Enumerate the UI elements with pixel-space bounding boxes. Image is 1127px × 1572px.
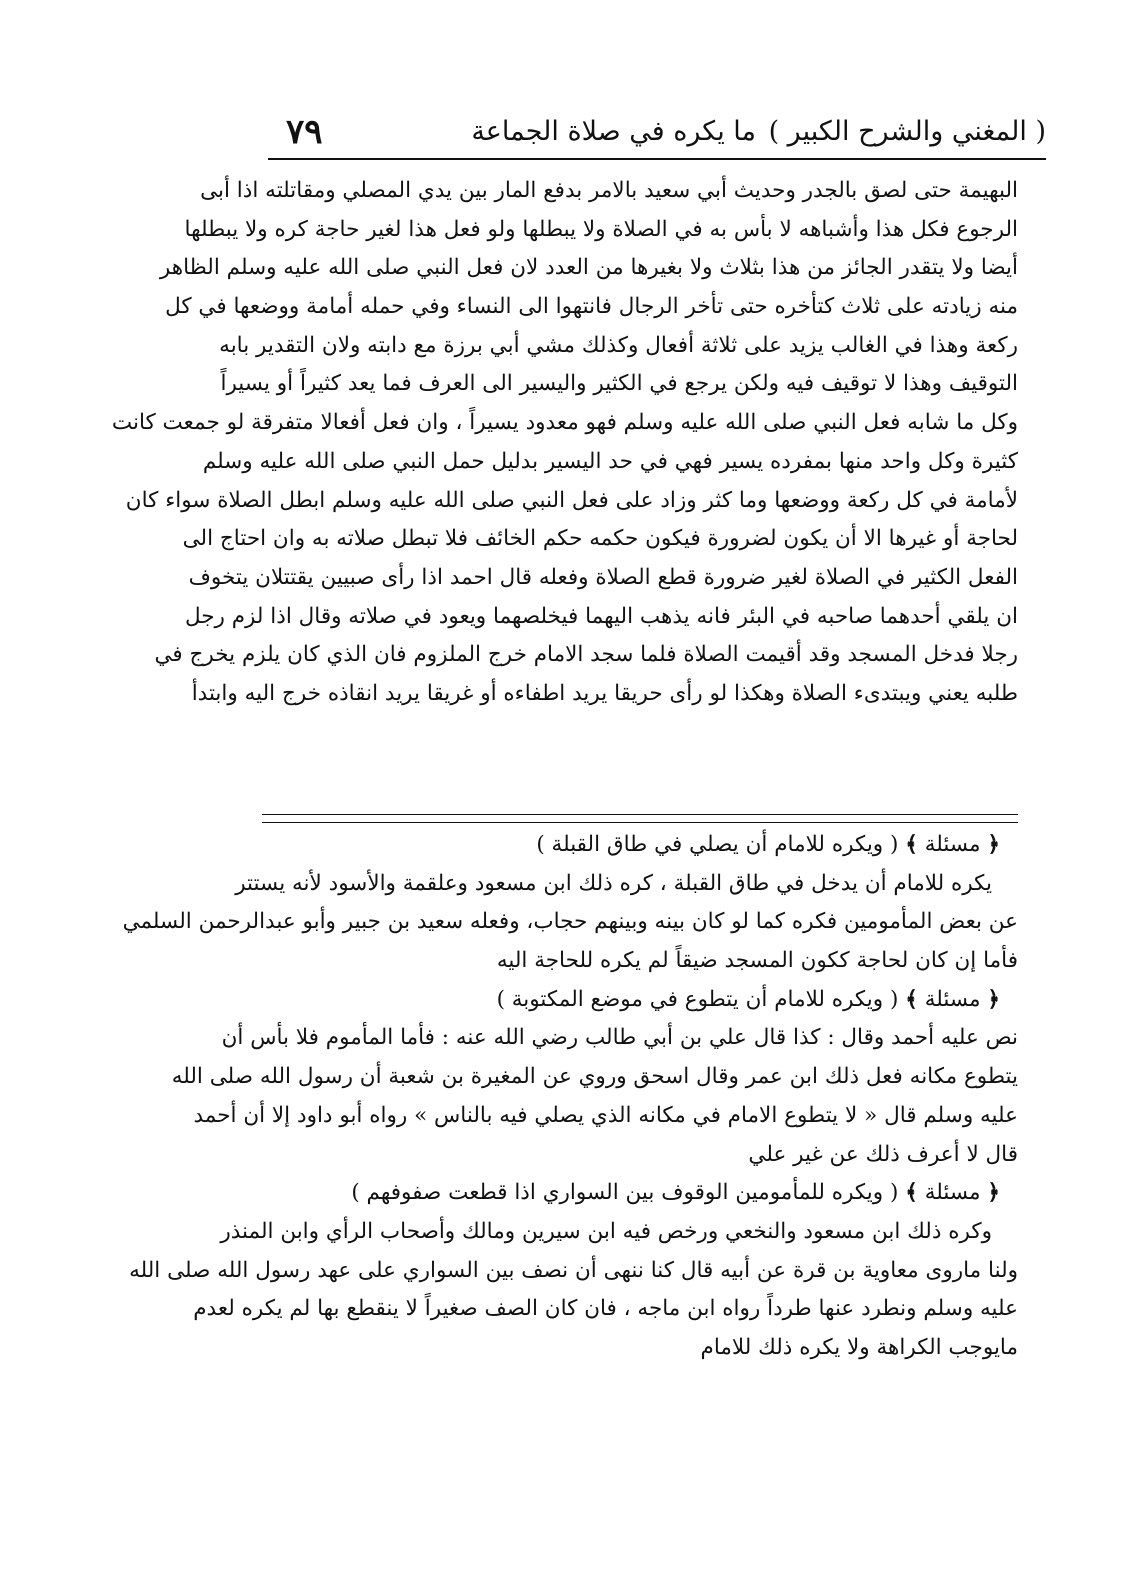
- ornament-bracket-close: ﴾: [905, 1180, 918, 1206]
- text-line: طلبه يعني ويبتدىء الصلاة وهكذا لو رأى حريقا يريد اطفاءه أو غريقا يريد انقاذه خرج اليه وابتدأ: [191, 680, 1018, 706]
- commentary-line: فأما إن كان لحاجة ككون المسجد ضيقاً لم يكره للحاجة اليه: [496, 948, 1018, 974]
- commentary-line: قال لا أعرف ذلك عن غير علي: [748, 1141, 1018, 1167]
- issue-heading: [238, 826, 1018, 865]
- text-line: ان يلقي أحدهما صاحبه في البئر فانه يذهب اليهما فيخلصهما ويعود في صلاته وقال اذا لزم رجل: [184, 603, 1018, 629]
- commentary-line: يتطوع مكانه فعل ذلك ابن عمر وقال اسحق وروي عن المغيرة بن شعبة أن رسول الله صلى الله: [171, 1064, 1018, 1090]
- issue-label: مسئلة: [924, 1180, 981, 1206]
- text-line: الرجوع فكل هذا وأشباهه لا بأس به في الصلاة ولا يبطلها ولو فعل هذا لغير حاجة كره ولا يبطلها: [184, 216, 1018, 242]
- commentary-line: نص عليه أحمد وقال : كذا قال علي بن أبي طالب رضي الله عنه : فأما المأموم فلا بأس أن: [221, 1025, 1018, 1051]
- text-line: التوقيف وهذا لا توقيف فيه ولكن يرجع في الكثير واليسير الى العرف فما يعد كثيراً أو يسيراً: [220, 371, 1018, 397]
- ornament-bracket-close: ﴾: [905, 832, 918, 857]
- header-rule: [268, 158, 1046, 160]
- text-line: لحاجة أو غيرها الا أن يكون لضرورة فيكون حكمه حكم الخائف فلا تبطل صلاته به وان احتاج الى: [182, 526, 1018, 552]
- issue-heading: [238, 1174, 1018, 1213]
- issue-heading: [238, 981, 1018, 1020]
- book-title: ( المغني والشرح الكبير ): [768, 116, 1046, 147]
- text-line: وكل ما شابه فعل النبي صلى الله عليه وسلم فهو معدود يسيراً ، وان فعل أفعالا متفرقة لو جمعت كانت: [111, 410, 1018, 436]
- commentary-line: مايوجب الكراهة ولا يكره ذلك للامام: [700, 1334, 1018, 1360]
- section-separator: [262, 822, 1018, 823]
- section-separator: [262, 814, 1018, 815]
- issue-label: مسئلة: [924, 832, 981, 857]
- text-line: الفعل الكثير في الصلاة لغير ضرورة قطع الصلاة وفعله قال احمد اذا رأى صبيين يقتتلان يتخوف: [188, 564, 1018, 590]
- issue-title: ( ويكره للامام أن يتطوع في موضع المكتوبة ): [496, 986, 899, 1012]
- issue-label: مسئلة: [924, 986, 981, 1012]
- issue-title: ( ويكره للمأمومين الوقوف بين السواري اذا قطعت صفوفهم ): [351, 1180, 899, 1206]
- commentary-line: عليه وسلم ونطرد عنها طرداً رواه ابن ماجه ، فان كان الصف صغيراً لا ينقطع بها لم يكره لعدم: [193, 1296, 1018, 1322]
- main-text: [111, 172, 1018, 714]
- issue-title: ( ويكره للامام أن يصلي في طاق القبلة ): [536, 832, 899, 857]
- commentary-line: يكره للامام أن يدخل في طاق القبلة ، كره ذلك ابن مسعود وعلقمة والأسود لأنه يستتر: [235, 870, 992, 896]
- commentary-line: عن بعض المأمومين فكره كما لو كان بينه وبينهم حجاب، وفعله سعيد بن جبير وأبو عبدالرحمن السلمي: [122, 909, 1018, 935]
- commentary-line: عليه وسلم قال « لا يتطوع الامام في مكانه الذي يصلي فيه بالناس » رواه أبو داود إلا أن أحمد: [193, 1102, 1018, 1128]
- text-line: لأمامة في كل ركعة ووضعها وما كثر وزاد على فعل النبي صلى الله عليه وسلم ابطل الصلاة سواء كان: [125, 487, 1018, 513]
- commentary-line: ولنا ماروى معاوية بن قرة عن أبيه قال كنا ننهى أن نصف بين السواري على عهد رسول الله صلى الله: [129, 1257, 1018, 1283]
- commentary-section: [122, 826, 1018, 1368]
- page-header: [268, 112, 1046, 158]
- ornament-bracket-open: ﴿: [987, 1180, 1000, 1206]
- chapter-title: ما يكره في صلاة الجماعة: [471, 116, 756, 147]
- ornament-bracket-open: ﴿: [987, 832, 1000, 857]
- commentary-line: وكره ذلك ابن مسعود والنخعي ورخص فيه ابن سيرين ومالك وأصحاب الرأي وابن المنذر: [220, 1218, 992, 1244]
- text-line: كثيرة وكل واحد منها بمفرده يسير فهي في حد اليسير بدليل حمل النبي صلى الله عليه وسلم: [202, 448, 1018, 474]
- ornament-bracket-open: ﴿: [987, 986, 1000, 1012]
- ornament-bracket-close: ﴾: [905, 986, 918, 1012]
- text-line: أيضا ولا يتقدر الجائز من هذا بثلاث ولا بغيرها من العدد لان فعل النبي صلى الله عليه وسلم الظاهر: [159, 255, 1018, 281]
- text-line: منه زيادته على ثلاث كتأخره حتى تأخر الرجال فانتهوا الى النساء وفي حمله أمامة ووضعها في كل: [165, 294, 1018, 320]
- page-number: ٧٩: [286, 112, 323, 152]
- text-line: ركعة وهذا في الغالب يزيد على ثلاثة أفعال وكذلك مشي أبي برزة مع دابته ولان التقدير بابه: [219, 332, 1018, 358]
- text-line: البهيمة حتى لصق بالجدر وحديث أبي سعيد بالامر بدفع المار بين يدي المصلي ومقاتلته اذا أبى: [200, 178, 1018, 203]
- text-line: رجلا فدخل المسجد وقد أقيمت الصلاة فلما سجد الامام خرج الملزوم فان الذي كان يلزم يخرج في: [154, 642, 1018, 668]
